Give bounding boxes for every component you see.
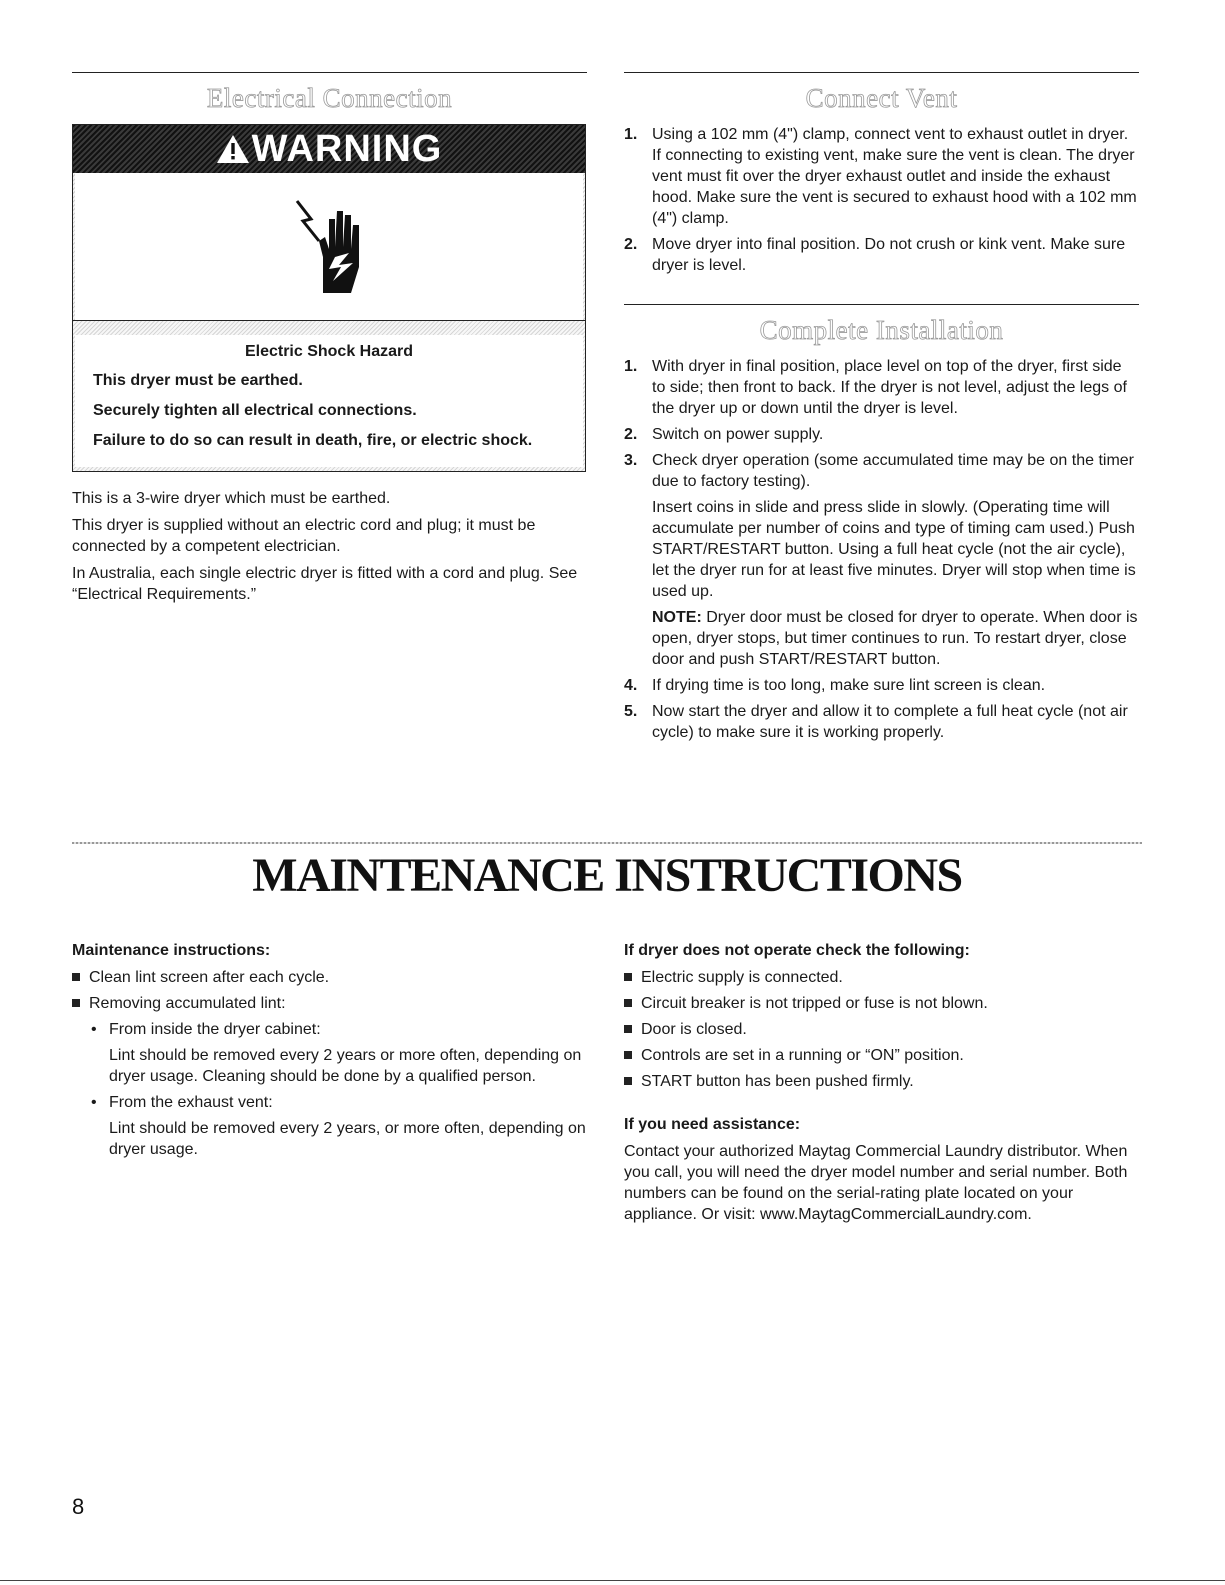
electrical-connection-section — [72, 72, 587, 611]
electric-shock-hand-icon — [289, 197, 369, 297]
step-number: 3. — [624, 452, 638, 469]
paragraph: This dryer is supplied without an electric cord and plug; it must be connected by a competent electrician. — [72, 517, 536, 555]
connect-vent-title: Connect Vent — [805, 83, 958, 113]
electrical-paragraphs — [72, 488, 587, 605]
step-number: 1. — [624, 126, 638, 143]
warning-symbol-panel — [75, 173, 583, 320]
step-number: 4. — [624, 677, 638, 694]
warning-line: Securely tighten all electrical connections. — [93, 402, 417, 419]
list-item — [624, 701, 1139, 743]
bullet-square-icon — [624, 999, 632, 1007]
paragraph: In Australia, each single electric dryer is fitted with a cord and plug. See “Electrical Requirements.” — [72, 565, 578, 603]
maintenance-header — [72, 842, 1142, 903]
list-item — [624, 1019, 1144, 1040]
list-item — [624, 424, 1139, 445]
item-text: Clean lint screen after each cycle. — [89, 969, 330, 986]
check-list — [624, 967, 1144, 1092]
list-item — [624, 356, 1139, 419]
maintenance-left-column — [72, 940, 592, 1165]
check-heading: If dryer does not operate check the following: — [624, 942, 970, 959]
bullet-square-icon — [72, 999, 80, 1007]
warning-text — [75, 335, 583, 467]
item-text: Door is closed. — [641, 1021, 747, 1038]
item-text: START button has been pushed firmly. — [641, 1073, 914, 1090]
note-text: Dryer door must be closed for dryer to operate. When door is open, dryer stops, but timer continues to run. To restart dryer, close door and push START/RESTART button. — [652, 609, 1138, 668]
section-rule — [624, 304, 1139, 305]
complete-installation-steps — [624, 356, 1139, 743]
step-text: Move dryer into final position. Do not crush or kink vent. Make sure dryer is level. — [652, 236, 1126, 274]
list-item — [624, 124, 1139, 229]
item-text: Circuit breaker is not tripped or fuse is not blown. — [641, 995, 988, 1012]
item-text: Controls are set in a running or “ON” position. — [641, 1047, 964, 1064]
warning-label-group — [216, 128, 443, 171]
assistance-heading: If you need assistance: — [624, 1116, 801, 1133]
page-number: 8 — [72, 1494, 85, 1519]
connect-vent-steps — [624, 124, 1139, 276]
section-rule — [72, 72, 587, 73]
step-detail: Insert coins in slide and press slide in slowly. (Operating time will accumulate per number of coins and type of timing cam used.) Push START/RESTART button. Using a full heat cycle (not the air cycle), let the dryer run for at least five minutes. Dryer will stop when time is used up. — [652, 499, 1136, 600]
warning-line: Failure to do so can result in death, fire, or electric shock. — [93, 432, 533, 449]
complete-installation-title: Complete Installation — [759, 315, 1004, 345]
bullet-square-icon — [624, 1051, 632, 1059]
bullet-square-icon — [624, 973, 632, 981]
maintenance-list — [72, 967, 592, 1160]
electrical-connection-title: Electrical Connection — [206, 83, 453, 113]
assistance-text: Contact your authorized Maytag Commercial Laundry distributor. When you call, you will need the dryer model number and serial number. Both numbers can be found on the serial-rating plate located on your appliance. Or visit: www.MaytagCommercialLaundry.com. — [624, 1143, 1128, 1223]
item-text: Electric supply is connected. — [641, 969, 843, 986]
warning-triangle-icon — [216, 133, 250, 165]
item-detail: Lint should be removed every 2 years, or more often, depending on dryer usage. — [109, 1120, 586, 1158]
maintenance-title: MAINTENANCE INSTRUCTIONS — [252, 849, 962, 902]
bullet-dot-icon: • — [91, 1021, 97, 1038]
step-text: If drying time is too long, make sure lint screen is clean. — [652, 677, 1046, 694]
item-text: From inside the dryer cabinet: — [109, 1021, 321, 1038]
warning-box — [72, 124, 586, 472]
list-item — [624, 234, 1139, 276]
note — [652, 607, 1139, 670]
bottom-rule — [0, 1580, 1225, 1581]
maintenance-right-column — [624, 940, 1144, 1231]
step-text: Switch on power supply. — [652, 426, 824, 443]
section-rule — [72, 842, 1142, 844]
list-item — [624, 967, 1144, 988]
step-number: 1. — [624, 358, 638, 375]
step-text: Using a 102 mm (4") clamp, connect vent to exhaust outlet in dryer. If connecting to existing vent, make sure the vent is clean. The dryer vent must fit over the dryer exhaust outlet and inside the exhaust hood. Make sure the vent is secured to exhaust hood with a 102 mm (4") clamp. — [652, 126, 1137, 227]
step-text: Check dryer operation (some accumulated time may be on the timer due to factory testing). — [652, 452, 1134, 490]
warning-body — [73, 320, 585, 471]
bullet-dot-icon: • — [91, 1094, 97, 1111]
item-detail: Lint should be removed every 2 years or more often, depending on dryer usage. Cleaning should be done by a qualified person. — [109, 1047, 582, 1085]
list-item — [624, 1071, 1144, 1092]
item-text: From the exhaust vent: — [109, 1094, 273, 1111]
step-text: Now start the dryer and allow it to complete a full heat cycle (not air cycle) to make sure it is working properly. — [652, 703, 1128, 741]
warning-header — [73, 125, 585, 320]
section-rule — [624, 72, 1139, 73]
list-item — [624, 675, 1139, 696]
bullet-square-icon — [624, 1025, 632, 1033]
sub-list — [89, 1019, 592, 1160]
step-number: 5. — [624, 703, 638, 720]
step-text: With dryer in final position, place level on top of the dryer, first side to side; then front to back. If the dryer is not level, adjust the legs of the dryer up or down until the dryer is level. — [652, 358, 1127, 417]
list-item — [624, 993, 1144, 1014]
maintenance-heading: Maintenance instructions: — [72, 942, 271, 959]
warning-bar — [73, 125, 585, 173]
list-item — [624, 450, 1139, 670]
paragraph: This is a 3-wire dryer which must be earthed. — [72, 490, 391, 507]
connect-vent-section — [624, 72, 1139, 748]
step-number: 2. — [624, 426, 638, 443]
note-label: NOTE: — [652, 609, 702, 626]
list-item — [624, 1045, 1144, 1066]
list-item — [89, 1019, 592, 1087]
warning-line: This dryer must be earthed. — [93, 372, 303, 389]
list-item — [89, 1092, 592, 1160]
hazard-title: Electric Shock Hazard — [244, 343, 414, 360]
step-number: 2. — [624, 236, 638, 253]
list-item — [72, 993, 592, 1160]
bullet-square-icon — [72, 973, 80, 981]
bullet-square-icon — [624, 1077, 632, 1085]
item-text: Removing accumulated lint: — [89, 995, 286, 1012]
list-item — [72, 967, 592, 988]
warning-label: WARNING — [251, 127, 443, 170]
